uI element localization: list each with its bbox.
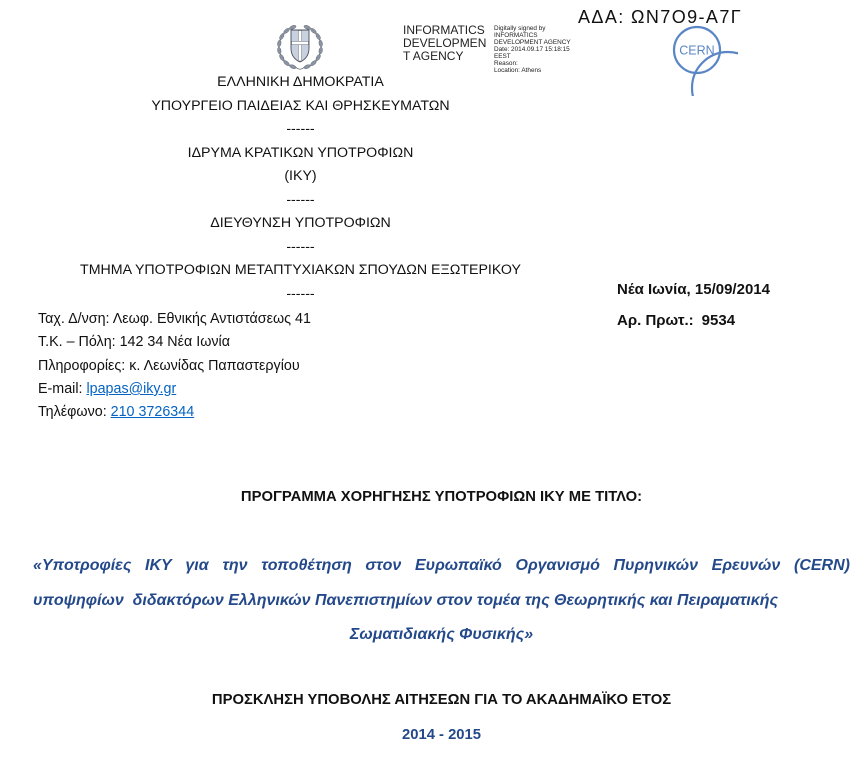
protocol-number-line [617,311,735,331]
cern-logo-text: CERN [679,43,715,58]
call-heading: ΠΡΟΣΚΛΗΣΗ ΥΠΟΒΟΛΗΣ ΑΙΤΗΣΕΩΝ ΓΙΑ ΤΟ ΑΚΑΔΗΜΑΪΚΟ ΕΤΟΣ [211,692,672,708]
letterhead [0,71,601,306]
signature-detail-line: Date: 2014.09.17 15:18:15 [494,46,570,53]
contact-row-phone [38,401,311,424]
contact-row-info [38,355,311,378]
signature-detail-line: Reason: [494,60,518,67]
info-label: Πληροφορίες: [38,357,126,374]
header-line-ministry: ΥΠΟΥΡΓΕΙΟ ΠΑΙΔΕΙΑΣ ΚΑΙ ΘΡΗΣΚΕΥΜΑΤΩΝ [151,97,450,114]
header-line-directorate: ΔΙΕΥΘΥΝΣΗ ΥΠΟΤΡΟΦΙΩΝ [210,215,391,231]
email-link[interactable]: lpapas@iky.gr [86,380,177,397]
protocol-label: Αρ. Πρωτ.: [617,312,694,329]
academic-year: 2014 - 2015 [402,727,481,743]
program-heading: ΠΡΟΓΡΑΜΜΑ ΧΟΡΗΓΗΣΗΣ ΥΠΟΤΡΟΦΙΩΝ ΙΚΥ ΜΕ ΤΙΤΛΟ: [240,489,643,505]
signer-line: INFORMATICS [403,23,485,37]
signature-detail-line: DEVELOPMENT AGENCY [494,39,571,46]
header-separator: ------ [286,238,315,255]
postcode-label: Τ.Κ. – Πόλη: [38,334,116,351]
email-label: E-mail: [38,380,83,397]
header-line-acronym: (ΙΚΥ) [284,168,317,184]
phone-label: Τηλέφωνο: [38,404,107,421]
signer-line: T AGENCY [403,49,464,63]
phone-link[interactable]: 210 3726344 [110,404,195,421]
header-separator: ------ [286,121,315,137]
info-value: κ. Λεωνίδας Παπαστεργίου [129,357,300,374]
signer-line: DEVELOPMEN [403,36,487,50]
header-line-institution: ΙΔΡΥΜΑ ΚΡΑΤΙΚΩΝ ΥΠΟΤΡΟΦΙΩΝ [187,144,414,161]
header-separator: ------ [286,191,315,208]
protocol-number: 9534 [701,312,736,329]
program-title-line-2: υποψηφίων διδακτόρων Ελληνικών Πανεπιστημίων στον τομέα της Θεωρητικής και Πειραματικής [33,591,779,609]
header-line-department: ΤΜΗΜΑ ΥΠΟΤΡΟΦΙΩΝ ΜΕΤΑΠΤΥΧΙΑΚΩΝ ΣΠΟΥΔΩΝ ΕΞΩΤΕΡΙΚΟΥ [80,262,521,278]
signature-details [494,25,571,74]
program-title-line-1: «Υποτροφίες ΙΚΥ για την τοποθέτηση στον Ευρωπαϊκό Οργανισμό Πυρηνικών Ερευνών (CERN) [33,557,850,574]
signature-signer [403,24,486,63]
header-line-republic: ΕΛΛΗΝΙΚΗ ΔΗΜΟΚΡΑΤΙΑ [217,74,384,90]
place-date: Νέα Ιωνία, 15/09/2014 [617,281,770,298]
program-title [33,549,850,653]
signature-detail-line: Digitally signed by [494,25,546,32]
contact-row-address [38,308,311,331]
signature-detail-line: INFORMATICS [494,32,538,39]
contact-row-postcode [38,331,311,354]
address-value: Λεωφ. Εθνικής Αντιστάσεως 41 [112,311,311,327]
address-label: Ταχ. Δ/νση: [38,311,110,327]
postcode-value: 142 34 Νέα Ιωνία [119,334,230,351]
header-separator: ------ [286,285,315,302]
contact-row-email [38,378,311,401]
cern-logo [664,24,738,96]
contact-block [38,308,311,424]
signature-detail-line: Location: Athens [494,67,542,74]
signature-detail-line: EEST [494,53,511,60]
program-title-line-3: Σωματιδιακής Φυσικής» [349,626,534,643]
greek-emblem-icon [276,21,324,73]
ada-number: ΑΔΑ: ΩΝ7Ο9-Α7Γ [578,7,743,27]
